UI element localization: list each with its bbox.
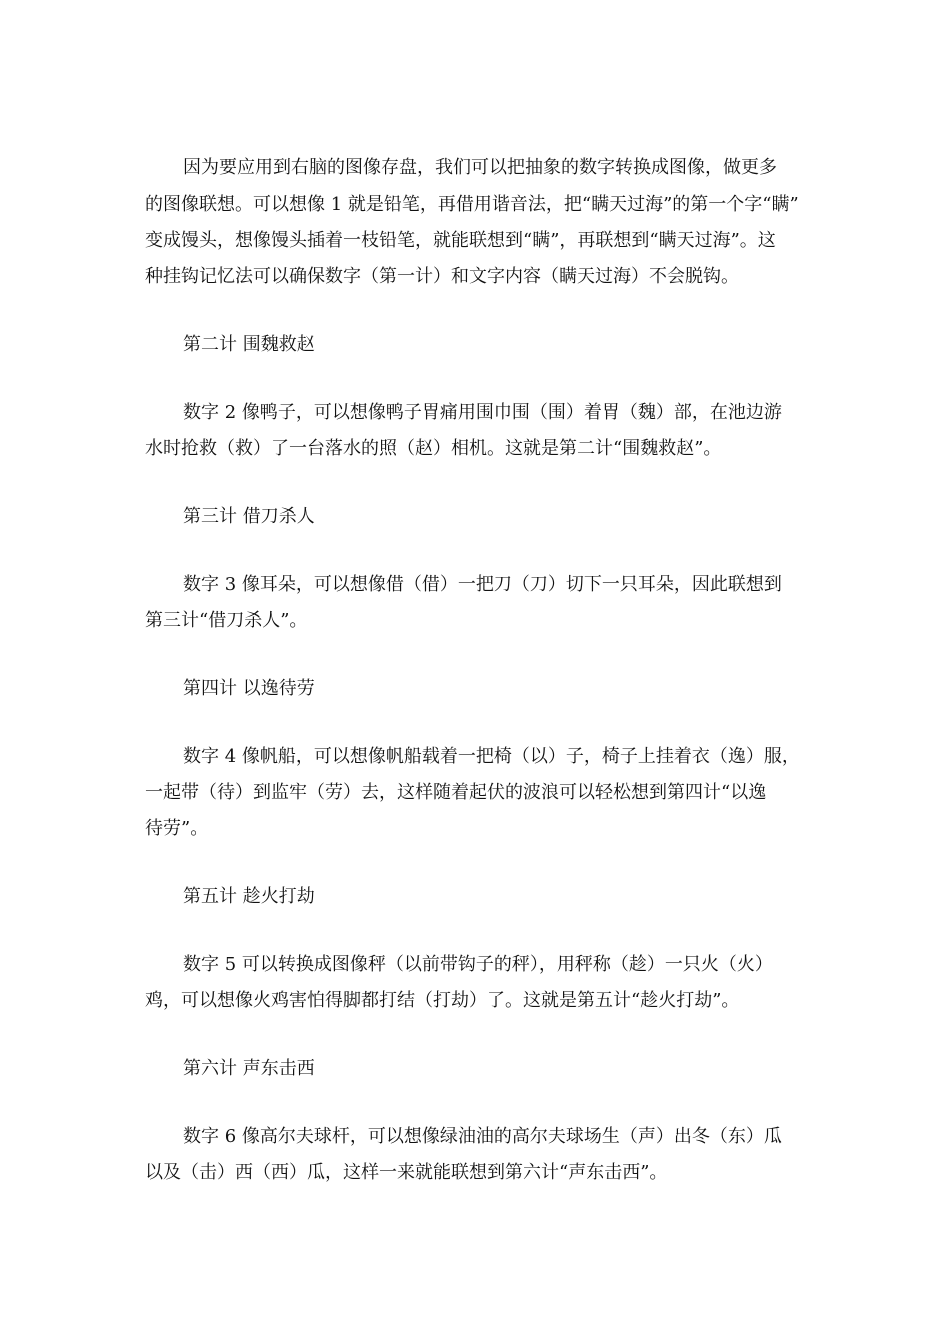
text-line: 数字 2 像鸭子，可以想像鸭子胃痛用围巾围（围）着胃（魏）部，在池边游 (183, 402, 782, 423)
section-heading: 第五计 趁火打劫 (183, 886, 315, 907)
text-line: 数字 5 可以转换成图像秤（以前带钩子的秤），用秤称（趁）一只火（火） (183, 954, 773, 975)
text-line: 数字 3 像耳朵，可以想像借（借）一把刀（刀）切下一只耳朵，因此联想到 (183, 574, 782, 595)
text-line: 待劳”。 (145, 818, 209, 839)
section-heading: 第六计 声东击西 (183, 1058, 315, 1079)
text-line: 数字 6 像高尔夫球杆，可以想像绿油油的高尔夫球场生（声）出冬（东）瓜 (183, 1126, 782, 1147)
text-line: 鸡，可以想像火鸡害怕得脚都打结（打劫）了。这就是第五计“趁火打劫”。 (145, 990, 740, 1011)
text-line: 因为要应用到右脑的图像存盘，我们可以把抽象的数字转换成图像，做更多 (183, 157, 777, 178)
section-heading: 第四计 以逸待劳 (183, 678, 315, 699)
section-heading: 第三计 借刀杀人 (183, 506, 315, 527)
text-line: 种挂钩记忆法可以确保数字（第一计）和文字内容（瞒天过海）不会脱钩。 (145, 266, 739, 287)
section-heading: 第二计 围魏救赵 (183, 334, 315, 355)
text-line: 第三计“借刀杀人”。 (145, 610, 308, 631)
text-line: 以及（击）西（西）瓜，这样一来就能联想到第六计“声东击西”。 (145, 1162, 668, 1183)
text-line: 水时抢救（救）了一台落水的照（赵）相机。这就是第二计“围魏救赵”。 (145, 438, 722, 459)
text-line: 变成馒头，想像馒头插着一枝铅笔，就能联想到“瞒”，再联想到“瞒天过海”。这 (145, 230, 776, 251)
text-line: 数字 4 像帆船，可以想像帆船载着一把椅（以）子，椅子上挂着衣（逸）服， (183, 746, 800, 767)
text-line: 一起带（待）到监牢（劳）去，这样随着起伏的波浪可以轻松想到第四计“以逸 (145, 782, 767, 803)
text-line: 的图像联想。可以想像 1 就是铅笔，再借用谐音法，把“瞒天过海”的第一个字“瞒” (145, 194, 799, 215)
